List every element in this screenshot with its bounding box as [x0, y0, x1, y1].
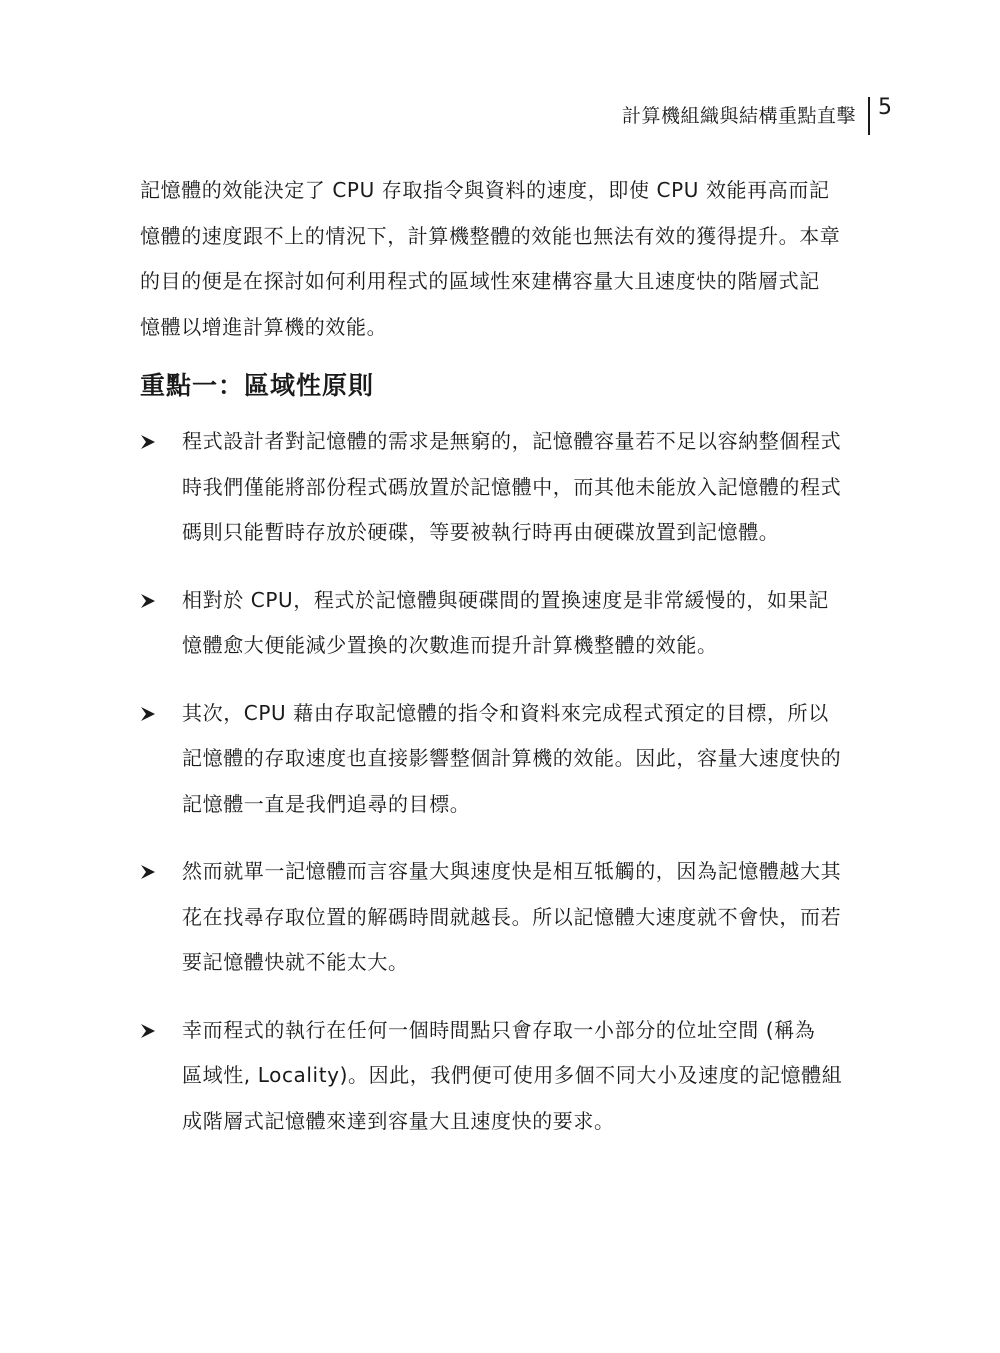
bullet-line: 幸而程式的執行在任何一個時間點只會存取一小部分的位址空間 (稱為	[182, 1017, 816, 1042]
bullet-line: 憶體愈大便能減少置換的次數進而提升計算機整體的效能。	[182, 633, 718, 657]
bullet-item	[140, 849, 862, 986]
bullet-line: 相對於 CPU，程式於記憶體與硬碟間的置換速度是非常緩慢的，如果記	[182, 587, 829, 612]
intro-line: 憶體以增進計算機的效能。	[140, 314, 388, 339]
running-header	[622, 96, 892, 136]
intro-paragraph	[140, 168, 862, 350]
bullet-item	[140, 578, 862, 669]
bullet-item	[140, 1008, 862, 1145]
bullet-item	[140, 419, 862, 556]
bullet-line: 成階層式記憶體來達到容量大且速度快的要求。	[182, 1108, 615, 1133]
page-number: 5	[878, 95, 892, 120]
intro-line: 的目的便是在探討如何利用程式的區域性來建構容量大且速度快的階層式記	[140, 269, 820, 293]
intro-line: 記憶體的效能決定了 CPU 存取指令與資料的速度，即使 CPU 效能再高而記	[140, 178, 830, 202]
bullet-line: 記憶體一直是我們追尋的目標。	[182, 791, 471, 816]
bullet-list	[140, 419, 862, 1144]
bullet-line: 程式設計者對記憶體的需求是無窮的，記憶體容量若不足以容納整個程式	[182, 429, 842, 453]
bullet-line: 碼則只能暫時存放於硬碟，等要被執行時再由硬碟放置到記憶體。	[182, 520, 780, 544]
bullet-line: 要記憶體快就不能太大。	[182, 950, 409, 974]
bullet-line: 花在找尋存取位置的解碼時間就越長。所以記憶體大速度就不會快，而若	[182, 904, 842, 929]
arrowhead-bullet-icon	[140, 849, 160, 895]
bullet-line: 然而就單一記憶體而言容量大與速度快是相互牴觸的，因為記憶體越大其	[182, 859, 842, 883]
arrowhead-bullet-icon	[140, 1008, 160, 1054]
bullet-line: 區域性, Locality)。因此，我們便可使用多個不同大小及速度的記憶體組	[182, 1063, 843, 1087]
arrowhead-bullet-icon	[140, 691, 160, 737]
bullet-item	[140, 691, 862, 828]
bullet-line: 其次，CPU 藉由存取記憶體的指令和資料來完成程式預定的目標，所以	[182, 700, 829, 725]
bullet-line: 記憶體的存取速度也直接影響整個計算機的效能。因此，容量大速度快的	[182, 746, 842, 770]
bullet-line: 時我們僅能將部份程式碼放置於記憶體中，而其他未能放入記憶體的程式	[182, 474, 842, 499]
section-heading: 重點一：區域性原則	[140, 371, 375, 400]
intro-line: 憶體的速度跟不上的情況下，計算機整體的效能也無法有效的獲得提升。本章	[140, 223, 841, 248]
arrowhead-bullet-icon	[140, 578, 160, 624]
arrowhead-bullet-icon	[140, 419, 160, 465]
running-title: 計算機組織與結構重點直擊	[621, 105, 856, 127]
